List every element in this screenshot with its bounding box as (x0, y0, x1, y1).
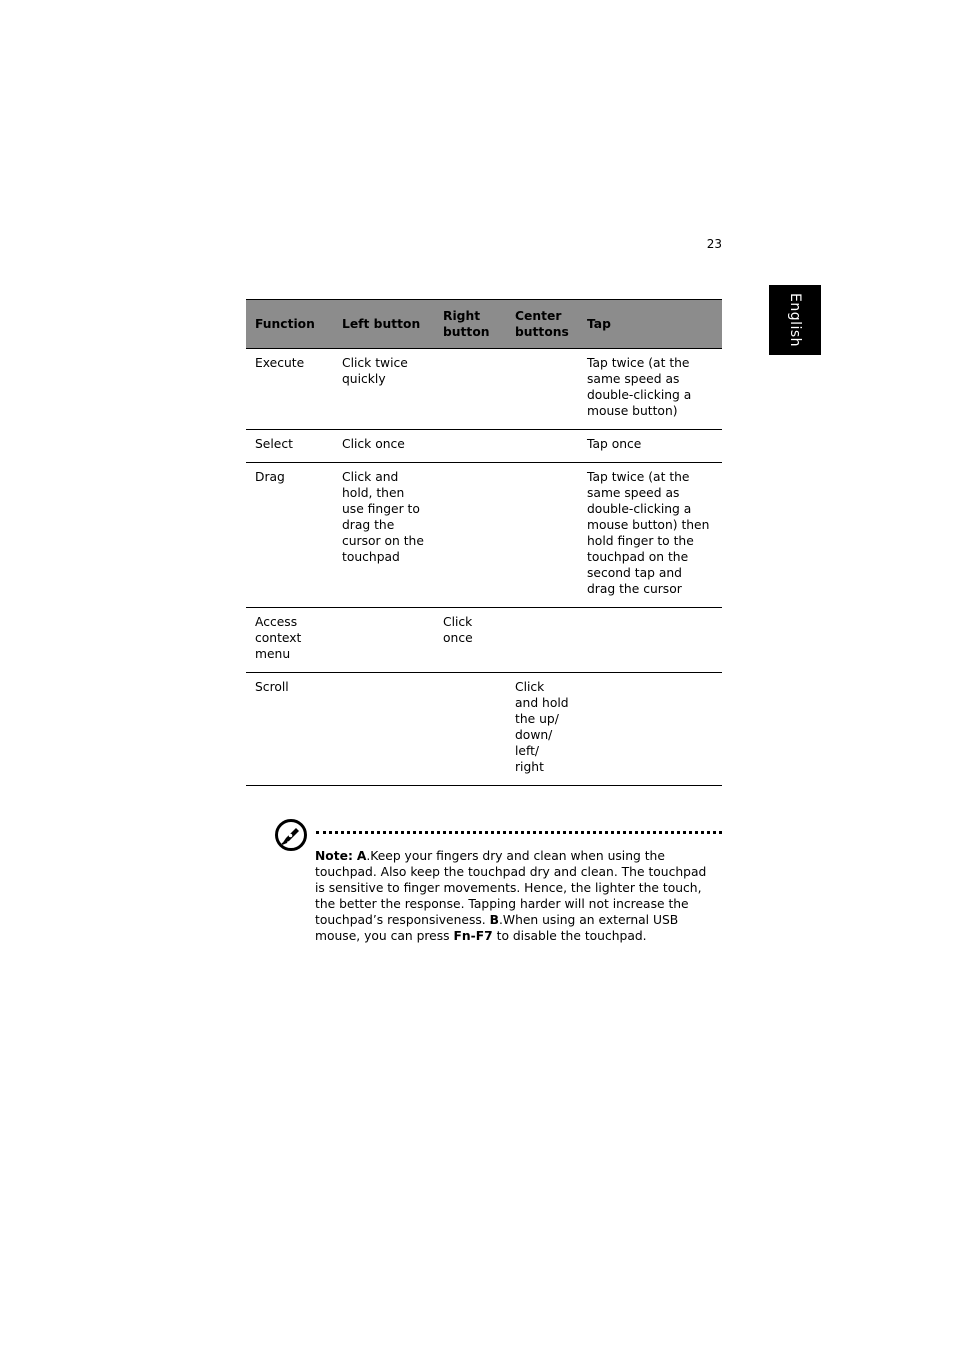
table-cell (333, 673, 434, 786)
table-cell (434, 349, 506, 430)
header-right-button: Right button (434, 300, 506, 349)
table-cell (506, 349, 578, 430)
note-label: Note: (315, 849, 353, 863)
note-pen-icon (274, 818, 308, 852)
header-tap: Tap (578, 300, 722, 349)
table-header-row (246, 300, 722, 349)
table-row (246, 463, 722, 608)
table-cell: Access context menu (246, 608, 333, 673)
note-marker-b: B (489, 913, 499, 927)
header-function: Function (246, 300, 333, 349)
note-text-a: .Keep your fingers dry and clean when using the touchpad. Also keep the touchpad dry and clean. The touchpad is sensitive to finger movements. Hence, the lighter the touch, the better the response. Tapping harder will not increase the touchpad’s responsiveness. (315, 849, 707, 927)
table-cell: Tap once (578, 430, 722, 463)
table-cell: Drag (246, 463, 333, 608)
table-row (246, 349, 722, 430)
table-cell (434, 673, 506, 786)
table-cell: Click once (333, 430, 434, 463)
table-cell: Click once (434, 608, 506, 673)
table-cell (333, 608, 434, 673)
table-cell: Execute (246, 349, 333, 430)
touchpad-function-table (246, 299, 722, 786)
table-cell (506, 608, 578, 673)
note-marker-a: A (356, 849, 367, 863)
table-row (246, 430, 722, 463)
table-cell: Click twice quickly (333, 349, 434, 430)
table-cell (506, 430, 578, 463)
header-left-button: Left button (333, 300, 434, 349)
header-center-buttons: Center buttons (506, 300, 578, 349)
table-row (246, 673, 722, 786)
note-text-b-before: .When using an external USB mouse, you can press (315, 913, 679, 943)
table-cell: Click and hold the up/ down/ left/ right (506, 673, 578, 786)
table-cell: Scroll (246, 673, 333, 786)
table-cell (578, 673, 722, 786)
table-cell: Tap twice (at the same speed as double-clicking a mouse button) then hold finger to the touchpad on the second tap and drag the cursor (578, 463, 722, 608)
table-cell (506, 463, 578, 608)
table-cell: Select (246, 430, 333, 463)
note-key: Fn-F7 (453, 929, 493, 943)
table-cell (578, 608, 722, 673)
language-tab (769, 285, 821, 355)
table-cell (434, 430, 506, 463)
note-text-b-after: to disable the touchpad. (496, 929, 647, 943)
table-row (246, 608, 722, 673)
page-number: 23 (706, 237, 722, 251)
note-text (315, 848, 715, 944)
table-cell (434, 463, 506, 608)
note-dotted-rule (316, 831, 722, 834)
language-tab-label: English (787, 292, 803, 348)
table-cell: Tap twice (at the same speed as double-clicking a mouse button) (578, 349, 722, 430)
table-cell: Click and hold, then use finger to drag the cursor on the touchpad (333, 463, 434, 608)
